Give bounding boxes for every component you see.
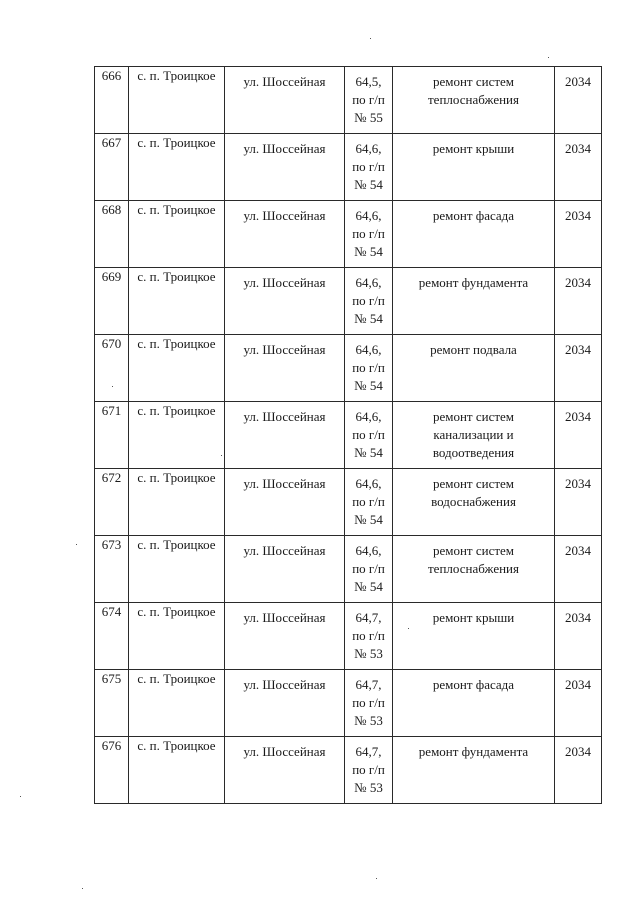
house-address-cell [345,402,393,469]
row-number: 672 [101,470,122,485]
settlement-name: с. п. Троицкое [137,738,216,753]
street-cell [225,536,345,603]
house-address-line: 64,6, [355,342,382,357]
row-number-cell [95,402,129,469]
row-number: 676 [101,738,122,753]
settlement-name: с. п. Троицкое [137,336,216,351]
table-row [95,134,602,201]
work-type: ремонт подвала [430,342,517,357]
row-number-cell [95,536,129,603]
house-address-line: № 54 [354,177,383,192]
scan-speck [376,878,377,879]
house-address-line: по г/п [352,226,385,241]
scan-speck [112,386,113,387]
year-cell [555,536,602,603]
table-row [95,469,602,536]
scan-speck [221,455,222,456]
table-row [95,335,602,402]
planned-year: 2034 [565,342,591,357]
street-cell [225,402,345,469]
house-address-line: по г/п [352,159,385,174]
house-address-line: № 53 [354,780,383,795]
settlement-cell [129,469,225,536]
year-cell [555,670,602,737]
planned-year: 2034 [565,610,591,625]
house-address-line: 64,6, [355,476,382,491]
planned-year: 2034 [565,543,591,558]
settlement-cell [129,536,225,603]
planned-year: 2034 [565,74,591,89]
work-type: ремонт фасада [432,208,515,223]
house-address-line: по г/п [352,561,385,576]
settlement-cell [129,603,225,670]
settlement-cell [129,134,225,201]
street-cell [225,67,345,134]
settlement-name: с. п. Троицкое [137,269,216,284]
street-cell [225,737,345,804]
year-cell [555,335,602,402]
row-number: 675 [101,671,122,686]
house-address-line: по г/п [352,92,385,107]
house-address-line: № 53 [354,713,383,728]
house-address-cell [345,67,393,134]
house-address-cell [345,670,393,737]
row-number-cell [95,335,129,402]
work-type-cell [393,469,555,536]
settlement-cell [129,335,225,402]
house-address-line: 64,5, [355,74,382,89]
house-address-line: по г/п [352,762,385,777]
work-type-cell [393,603,555,670]
row-number: 671 [101,403,122,418]
settlement-name: с. п. Троицкое [137,470,216,485]
year-cell [555,603,602,670]
settlement-name: с. п. Троицкое [137,202,216,217]
house-address-cell [345,603,393,670]
house-address-line: 64,6, [355,409,382,424]
table-row [95,670,602,737]
table-row [95,402,602,469]
row-number: 673 [101,537,122,552]
house-address-line: 64,6, [355,141,382,156]
street-name: ул. Шоссейная [243,409,326,424]
work-type: ремонт фундамента [418,744,529,759]
row-number-cell [95,670,129,737]
planned-year: 2034 [565,141,591,156]
house-address-line: по г/п [352,628,385,643]
street-name: ул. Шоссейная [243,744,326,759]
row-number-cell [95,134,129,201]
work-type-cell [393,268,555,335]
street-cell [225,670,345,737]
street-name: ул. Шоссейная [243,141,326,156]
scan-speck [82,888,83,889]
row-number: 674 [101,604,122,619]
street-name: ул. Шоссейная [243,610,326,625]
house-address-line: 64,6, [355,275,382,290]
house-address-line: по г/п [352,427,385,442]
settlement-name: с. п. Троицкое [137,135,216,150]
scan-speck [76,544,77,545]
scan-speck [408,628,409,629]
house-address-line: 64,7, [355,744,382,759]
house-address-line: по г/п [352,695,385,710]
planned-year: 2034 [565,476,591,491]
street-cell [225,201,345,268]
work-type: ремонт систем теплоснабжения [428,543,519,576]
house-address-cell [345,737,393,804]
house-address-line: № 53 [354,646,383,661]
work-type: ремонт систем водоснабжения [431,476,516,509]
settlement-cell [129,670,225,737]
street-name: ул. Шоссейная [243,677,326,692]
street-cell [225,603,345,670]
year-cell [555,201,602,268]
table-row [95,737,602,804]
row-number: 667 [101,135,122,150]
house-address-line: № 54 [354,311,383,326]
year-cell [555,469,602,536]
house-address-cell [345,134,393,201]
settlement-cell [129,268,225,335]
settlement-name: с. п. Троицкое [137,403,216,418]
house-address-cell [345,536,393,603]
planned-year: 2034 [565,744,591,759]
house-address-line: № 54 [354,445,383,460]
table-row [95,67,602,134]
settlement-name: с. п. Троицкое [137,671,216,686]
row-number-cell [95,67,129,134]
house-address-cell [345,469,393,536]
row-number: 666 [101,68,122,83]
house-address-line: № 54 [354,378,383,393]
planned-year: 2034 [565,677,591,692]
table-body [95,67,602,804]
street-name: ул. Шоссейная [243,275,326,290]
street-name: ул. Шоссейная [243,208,326,223]
planned-year: 2034 [565,208,591,223]
house-address-line: 64,7, [355,610,382,625]
year-cell [555,134,602,201]
table-row [95,201,602,268]
planned-year: 2034 [565,409,591,424]
row-number: 668 [101,202,122,217]
house-address-cell [345,268,393,335]
house-address-line: по г/п [352,360,385,375]
street-cell [225,268,345,335]
house-address-line: по г/п [352,293,385,308]
work-type-cell [393,737,555,804]
settlement-name: с. п. Троицкое [137,604,216,619]
work-type: ремонт систем теплоснабжения [428,74,519,107]
planned-year: 2034 [565,275,591,290]
row-number-cell [95,603,129,670]
scan-speck [20,796,21,797]
settlement-name: с. п. Троицкое [137,68,216,83]
street-cell [225,469,345,536]
row-number-cell [95,201,129,268]
row-number: 670 [101,336,122,351]
row-number-cell [95,737,129,804]
settlement-cell [129,201,225,268]
house-address-line: № 54 [354,579,383,594]
work-type-cell [393,536,555,603]
settlement-cell [129,67,225,134]
street-name: ул. Шоссейная [243,476,326,491]
work-type-cell [393,402,555,469]
row-number: 669 [101,269,122,284]
street-name: ул. Шоссейная [243,543,326,558]
street-cell [225,335,345,402]
work-type-cell [393,67,555,134]
table-row [95,536,602,603]
work-type: ремонт крыши [432,610,515,625]
scan-speck [370,38,371,39]
house-address-line: по г/п [352,494,385,509]
year-cell [555,737,602,804]
work-type-cell [393,201,555,268]
scan-speck [548,57,549,58]
street-cell [225,134,345,201]
table-row [95,268,602,335]
street-name: ул. Шоссейная [243,74,326,89]
row-number-cell [95,469,129,536]
settlement-cell [129,402,225,469]
work-type: ремонт фасада [432,677,515,692]
work-type: ремонт систем канализации и водоотведения [432,409,515,460]
house-address-line: № 55 [354,110,383,125]
house-address-cell [345,201,393,268]
settlement-cell [129,737,225,804]
table-row [95,603,602,670]
work-type-cell [393,134,555,201]
work-type: ремонт крыши [432,141,515,156]
work-type-cell [393,670,555,737]
house-address-line: 64,7, [355,677,382,692]
year-cell [555,268,602,335]
street-name: ул. Шоссейная [243,342,326,357]
house-address-line: 64,6, [355,543,382,558]
settlement-name: с. п. Троицкое [137,537,216,552]
house-address-line: № 54 [354,512,383,527]
year-cell [555,402,602,469]
row-number-cell [95,268,129,335]
house-address-cell [345,335,393,402]
work-type: ремонт фундамента [418,275,529,290]
year-cell [555,67,602,134]
work-type-cell [393,335,555,402]
house-address-line: № 54 [354,244,383,259]
repair-schedule-table [94,66,602,804]
house-address-line: 64,6, [355,208,382,223]
